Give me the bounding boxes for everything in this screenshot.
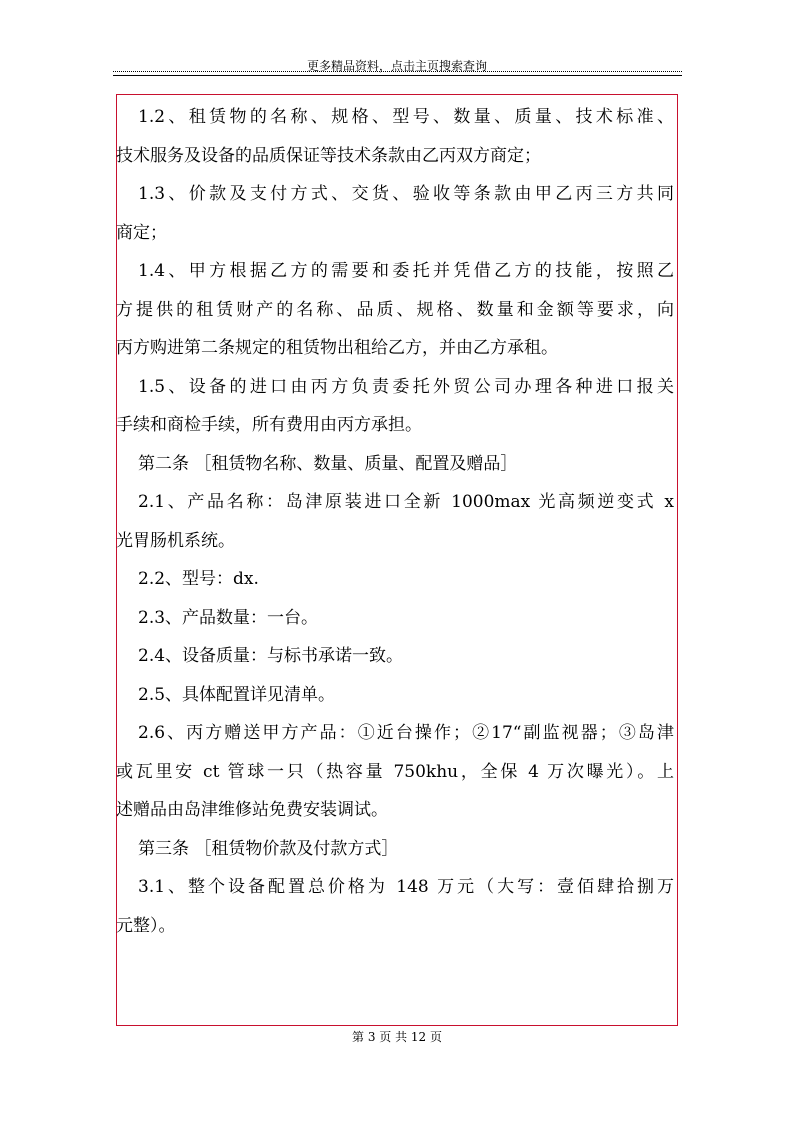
body-line: 2.3、产品数量：一台。: [138, 607, 319, 628]
section-heading: 第三条 ［租赁物价款及付款方式］: [138, 838, 399, 859]
document-body: [116, 98, 674, 945]
body-line: 2.6、丙方赠送甲方产品：①近台操作；②17“副监视器；③岛津: [138, 723, 674, 743]
body-line: 或瓦里安 ct 管球一只（热容量 750khu，全保 4 万次曝光）。上: [116, 761, 674, 782]
body-line: 技术服务及设备的品质保证等技术条款由乙丙双方商定；: [116, 145, 541, 166]
body-line: 3.1、整个设备配置总价格为 148 万元（大写：壹佰肆拾捌万: [138, 877, 674, 897]
body-line: 丙方购进第二条规定的租赁物出租给乙方，并由乙方承租。: [116, 338, 558, 358]
body-line: 2.5、具体配置详见清单。: [138, 684, 336, 705]
body-line: 1.2、租赁物的名称、规格、型号、数量、质量、技术标准、: [138, 107, 674, 127]
body-line: 手续和商检手续，所有费用由丙方承担。: [116, 415, 422, 435]
body-line: 光胃肠机系统。: [116, 530, 235, 551]
body-line: 2.1、产品名称：岛津原装进口全新 1000max 光高频逆变式 x: [138, 492, 674, 512]
body-line: 方提供的租赁财产的名称、品质、规格、数量和金额等要求，向: [116, 299, 674, 320]
header-dotted-rule: [113, 71, 682, 72]
body-line: 2.2、型号：dx.: [138, 569, 259, 589]
page-header-text: 更多精品资料，点击主页搜索查询: [306, 59, 487, 73]
body-line: 商定；: [116, 222, 167, 243]
body-line: 1.4、甲方根据乙方的需要和委托并凭借乙方的技能，按照乙: [138, 261, 674, 281]
page-number-footer: 第 3 页 共 12 页: [352, 1030, 442, 1044]
body-line: 1.3、价款及支付方式、交货、验收等条款由甲乙丙三方共同: [138, 184, 674, 204]
body-line: 元整）。: [116, 915, 176, 936]
body-line: 述赠品由岛津维修站免费安装调试。: [116, 800, 388, 820]
section-heading: 第二条 ［租赁物名称、数量、质量、配置及赠品］: [138, 453, 518, 474]
header-solid-rule: [113, 75, 682, 76]
body-line: 1.5、设备的进口由丙方负责委托外贸公司办理各种进口报关: [138, 376, 674, 397]
body-line: 2.4、设备质量：与标书承诺一致。: [138, 646, 404, 666]
